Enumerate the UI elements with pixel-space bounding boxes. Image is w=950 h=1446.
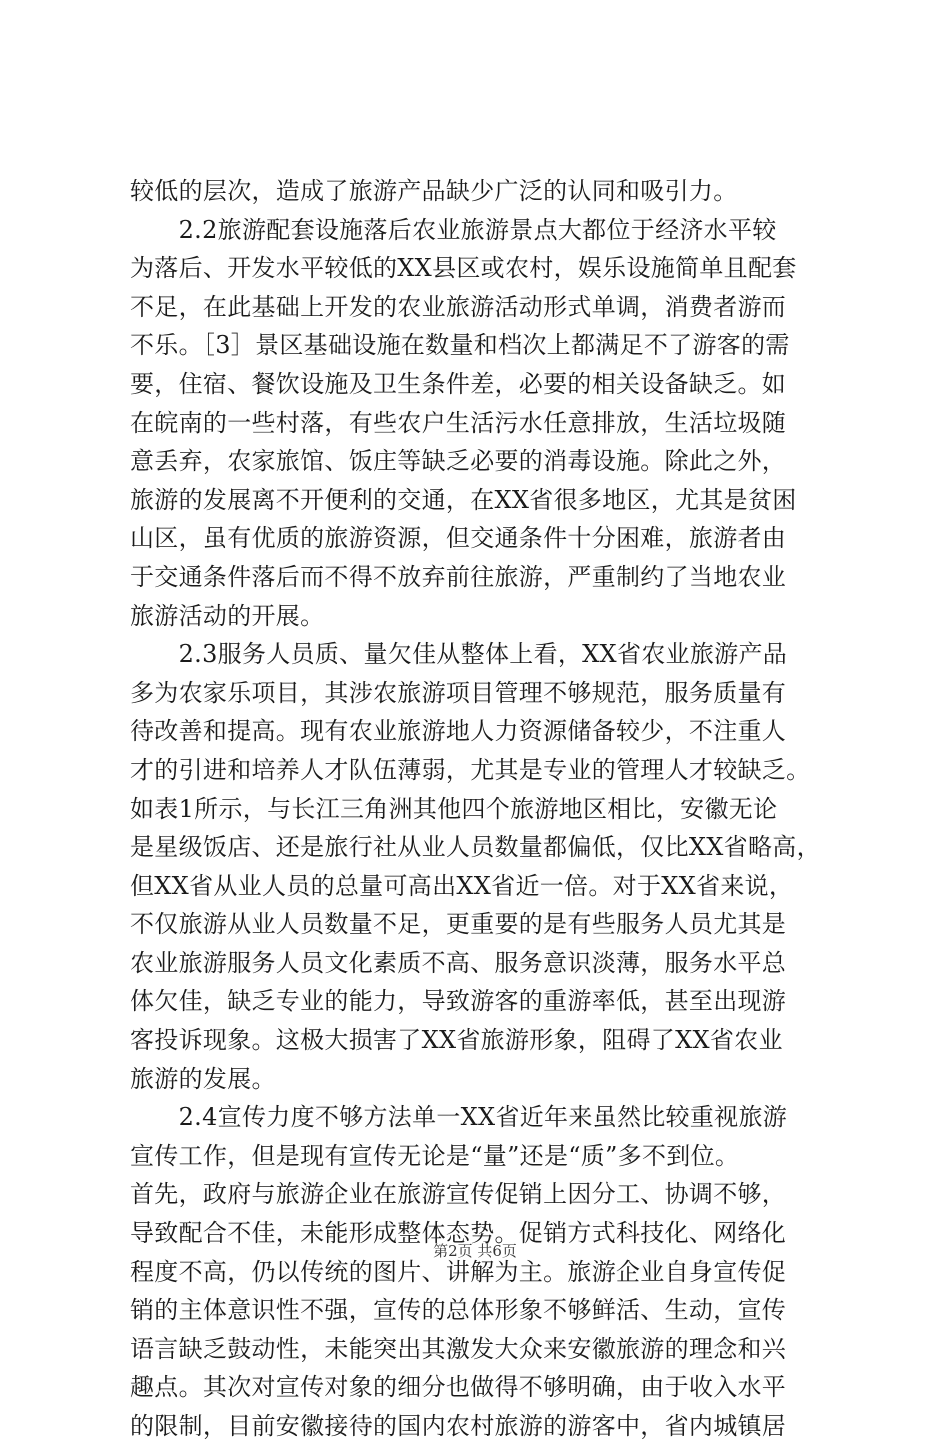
text-line: 旅游活动的开展。 [130,601,325,630]
text-line: 导致配合不佳，未能形成整体态势。促销方式科技化、网络化 [130,1219,787,1248]
text-line: 客投诉现象。这极大损害了XX省旅游形象，阻碍了XX省农业 [130,1026,783,1055]
text-line: 首先，政府与旅游企业在旅游宣传促销上因分工、协调不够， [130,1180,787,1209]
text-line: 体欠佳，缺乏专业的能力，导致游客的重游率低，甚至出现游 [130,987,787,1016]
text-line: 意丢弃，农家旅馆、饭庄等缺乏必要的消毒设施。除此之外， [130,447,787,476]
text-line: 较低的层次，造成了旅游产品缺少广泛的认同和吸引力。 [130,177,738,205]
text-line: 要，住宿、餐饮设施及卫生条件差，必要的相关设备缺乏。如 [130,369,787,398]
text-line: 待改善和提高。现有农业旅游地人力资源储备较少，不注重人 [130,717,787,746]
text-line: 语言缺乏鼓动性，未能突出其激发大众来安徽旅游的理念和兴 [130,1334,787,1363]
text-line: 为落后、开发水平较低的XX县区或农村，娱乐设施简单且配套 [130,254,797,283]
text-line: 于交通条件落后而不得不放弃前往旅游，严重制约了当地农业 [130,562,787,591]
text-line: 但XX省从业人员的总量可高出XX省近一倍。对于XX省来说， [130,871,794,900]
text-line: 旅游的发展。 [130,1064,276,1093]
text-line: 在皖南的一些村落，有些农户生活污水任意排放，生活垃圾随 [130,408,787,437]
text-line: 的限制，目前安徽接待的国内农村旅游的游客中，省内城镇居 [130,1412,787,1440]
text-line: 宣传工作，但是现有宣传无论是“量”还是“质”多不到位。 [130,1141,740,1170]
text-line: 2.3服务人员质、量欠佳从整体上看，XX省农业旅游产品 [130,640,788,669]
text-line: 如表1所示，与长江三角洲其他四个旅游地区相比，安徽无论 [130,794,778,823]
text-line: 不足，在此基础上开发的农业旅游活动形式单调，消费者游而 [130,292,787,321]
text-line: 2.2旅游配套设施落后农业旅游景点大都位于经济水平较 [130,215,777,244]
text-line: 才的引进和培养人才队伍薄弱，尤其是专业的管理人才较缺乏。 [130,755,811,784]
text-line: 程度不高，仍以传统的图片、讲解为主。旅游企业自身宣传促 [130,1257,787,1286]
text-line: 山区，虽有优质的旅游资源，但交通条件十分困难，旅游者由 [130,524,787,553]
text-line: 趣点。其次对宣传对象的细分也做得不够明确，由于收入水平 [130,1373,787,1402]
text-line: 农业旅游服务人员文化素质不高、服务意识淡薄，服务水平总 [130,948,787,977]
text-line: 不仅旅游从业人员数量不足，更重要的是有些服务人员尤其是 [130,910,787,939]
page-number-footer: 第2页 共6页 [433,1242,517,1260]
text-line: 销的主体意识性不强，宣传的总体形象不够鲜活、生动，宣传 [130,1296,787,1325]
text-line: 多为农家乐项目，其涉农旅游项目管理不够规范，服务质量有 [130,678,787,707]
text-line: 旅游的发展离不开便利的交通，在XX省很多地区，尤其是贫困 [130,485,797,514]
text-line: 是星级饭店、还是旅行社从业人员数量都偏低，仅比XX省略高， [130,833,821,862]
text-line: 2.4宣传力度不够方法单一XX省近年来虽然比较重视旅游 [130,1103,788,1132]
text-line: 不乐。［3］景区基础设施在数量和档次上都满足不了游客的需 [130,331,790,360]
